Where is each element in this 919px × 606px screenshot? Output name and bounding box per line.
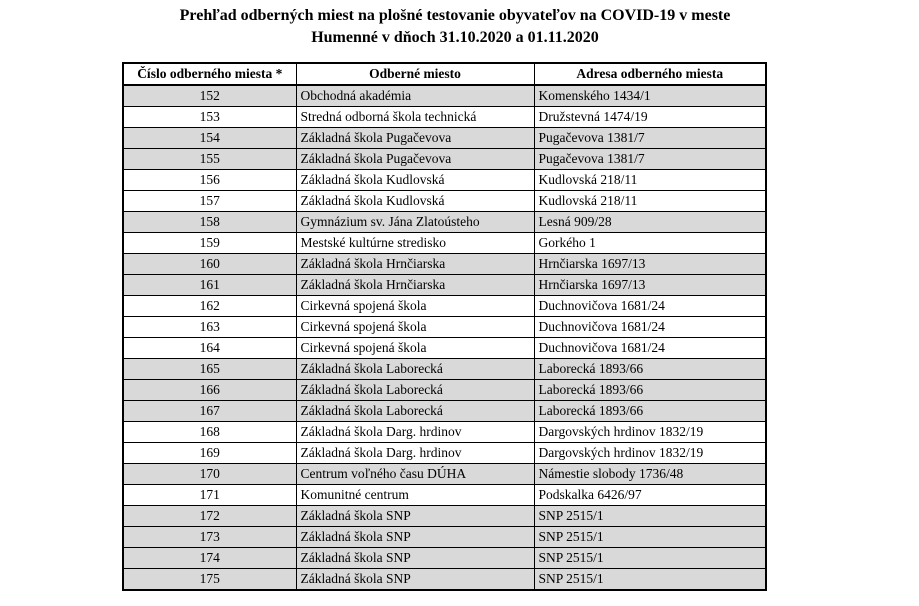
site-name-cell: Základná škola Pugačevova bbox=[296, 149, 534, 170]
table-row bbox=[123, 296, 766, 317]
site-address-cell: Duchnovičova 1681/24 bbox=[534, 317, 766, 338]
table-row bbox=[123, 85, 766, 107]
table-row bbox=[123, 170, 766, 191]
site-number-cell: 168 bbox=[123, 422, 296, 443]
table-row bbox=[123, 107, 766, 128]
site-number-cell: 175 bbox=[123, 569, 296, 591]
site-address-cell: Hrnčiarska 1697/13 bbox=[534, 254, 766, 275]
table-row bbox=[123, 569, 766, 591]
column-header-site-number: Číslo odberného miesta * bbox=[123, 63, 296, 85]
table-row bbox=[123, 149, 766, 170]
site-name-cell: Základná škola Kudlovská bbox=[296, 170, 534, 191]
site-address-cell: Komenského 1434/1 bbox=[534, 85, 766, 107]
table-row bbox=[123, 128, 766, 149]
site-number-cell: 171 bbox=[123, 485, 296, 506]
site-address-cell: Dargovských hrdinov 1832/19 bbox=[534, 443, 766, 464]
site-name-cell: Cirkevná spojená škola bbox=[296, 338, 534, 359]
site-number-cell: 156 bbox=[123, 170, 296, 191]
site-number-cell: 174 bbox=[123, 548, 296, 569]
site-name-cell: Základná škola Laborecká bbox=[296, 401, 534, 422]
site-address-cell: Hrnčiarska 1697/13 bbox=[534, 275, 766, 296]
site-address-cell: SNP 2515/1 bbox=[534, 548, 766, 569]
site-number-cell: 167 bbox=[123, 401, 296, 422]
site-number-cell: 159 bbox=[123, 233, 296, 254]
site-number-cell: 172 bbox=[123, 506, 296, 527]
site-name-cell: Základná škola Darg. hrdinov bbox=[296, 443, 534, 464]
site-number-cell: 160 bbox=[123, 254, 296, 275]
table-row bbox=[123, 338, 766, 359]
site-address-cell: Námestie slobody 1736/48 bbox=[534, 464, 766, 485]
site-address-cell: Podskalka 6426/97 bbox=[534, 485, 766, 506]
site-name-cell: Základná škola SNP bbox=[296, 506, 534, 527]
table-row bbox=[123, 401, 766, 422]
site-name-cell: Gymnázium sv. Jána Zlatoústeho bbox=[296, 212, 534, 233]
site-address-cell: Duchnovičova 1681/24 bbox=[534, 296, 766, 317]
site-name-cell: Cirkevná spojená škola bbox=[296, 317, 534, 338]
site-address-cell: Laborecká 1893/66 bbox=[534, 401, 766, 422]
site-name-cell: Centrum voľného času DÚHA bbox=[296, 464, 534, 485]
site-number-cell: 165 bbox=[123, 359, 296, 380]
site-name-cell: Základná škola SNP bbox=[296, 548, 534, 569]
column-header-site-name: Odberné miesto bbox=[296, 63, 534, 85]
site-name-cell: Mestské kultúrne stredisko bbox=[296, 233, 534, 254]
table-row bbox=[123, 212, 766, 233]
table-row bbox=[123, 422, 766, 443]
table-row bbox=[123, 254, 766, 275]
site-name-cell: Komunitné centrum bbox=[296, 485, 534, 506]
site-name-cell: Základná škola Hrnčiarska bbox=[296, 275, 534, 296]
site-number-cell: 157 bbox=[123, 191, 296, 212]
site-number-cell: 162 bbox=[123, 296, 296, 317]
site-address-cell: Dargovských hrdinov 1832/19 bbox=[534, 422, 766, 443]
site-number-cell: 152 bbox=[123, 85, 296, 107]
table-row bbox=[123, 527, 766, 548]
testing-sites-table bbox=[122, 62, 767, 591]
table-row bbox=[123, 380, 766, 401]
site-address-cell: Kudlovská 218/11 bbox=[534, 170, 766, 191]
site-number-cell: 161 bbox=[123, 275, 296, 296]
table-row bbox=[123, 506, 766, 527]
site-number-cell: 155 bbox=[123, 149, 296, 170]
table-row bbox=[123, 485, 766, 506]
site-address-cell: Duchnovičova 1681/24 bbox=[534, 338, 766, 359]
table-row bbox=[123, 548, 766, 569]
site-address-cell: Lesná 909/28 bbox=[534, 212, 766, 233]
site-name-cell: Cirkevná spojená škola bbox=[296, 296, 534, 317]
column-header-site-address: Adresa odberného miesta bbox=[534, 63, 766, 85]
site-name-cell: Základná škola Pugačevova bbox=[296, 128, 534, 149]
site-number-cell: 169 bbox=[123, 443, 296, 464]
document-title-line1: Prehľad odberných miest na plošné testovanie obyvateľov na COVID-19 v meste bbox=[179, 7, 731, 24]
site-name-cell: Základná škola SNP bbox=[296, 569, 534, 591]
site-number-cell: 154 bbox=[123, 128, 296, 149]
site-name-cell: Základná škola Darg. hrdinov bbox=[296, 422, 534, 443]
table-row bbox=[123, 359, 766, 380]
site-name-cell: Obchodná akadémia bbox=[296, 85, 534, 107]
table-body bbox=[123, 85, 766, 590]
site-name-cell: Stredná odborná škola technická bbox=[296, 107, 534, 128]
site-number-cell: 163 bbox=[123, 317, 296, 338]
site-number-cell: 173 bbox=[123, 527, 296, 548]
site-address-cell: SNP 2515/1 bbox=[534, 527, 766, 548]
site-name-cell: Základná škola SNP bbox=[296, 527, 534, 548]
site-address-cell: Pugačevova 1381/7 bbox=[534, 149, 766, 170]
table-row bbox=[123, 191, 766, 212]
site-address-cell: Kudlovská 218/11 bbox=[534, 191, 766, 212]
site-number-cell: 164 bbox=[123, 338, 296, 359]
table-row bbox=[123, 275, 766, 296]
table-row bbox=[123, 443, 766, 464]
site-address-cell: Laborecká 1893/66 bbox=[534, 380, 766, 401]
site-address-cell: SNP 2515/1 bbox=[534, 506, 766, 527]
site-address-cell: Družstevná 1474/19 bbox=[534, 107, 766, 128]
site-address-cell: Gorkého 1 bbox=[534, 233, 766, 254]
site-number-cell: 153 bbox=[123, 107, 296, 128]
document-title bbox=[0, 5, 910, 49]
site-number-cell: 170 bbox=[123, 464, 296, 485]
site-name-cell: Základná škola Laborecká bbox=[296, 380, 534, 401]
table-header bbox=[123, 63, 766, 85]
table-row bbox=[123, 233, 766, 254]
site-number-cell: 166 bbox=[123, 380, 296, 401]
table-row bbox=[123, 317, 766, 338]
table-header-row bbox=[123, 63, 766, 85]
site-number-cell: 158 bbox=[123, 212, 296, 233]
site-name-cell: Základná škola Laborecká bbox=[296, 359, 534, 380]
site-address-cell: Pugačevova 1381/7 bbox=[534, 128, 766, 149]
table-row bbox=[123, 464, 766, 485]
site-name-cell: Základná škola Hrnčiarska bbox=[296, 254, 534, 275]
document-title-line2: Humenné v dňoch 31.10.2020 a 01.11.2020 bbox=[311, 29, 599, 46]
site-address-cell: Laborecká 1893/66 bbox=[534, 359, 766, 380]
site-name-cell: Základná škola Kudlovská bbox=[296, 191, 534, 212]
site-address-cell: SNP 2515/1 bbox=[534, 569, 766, 591]
